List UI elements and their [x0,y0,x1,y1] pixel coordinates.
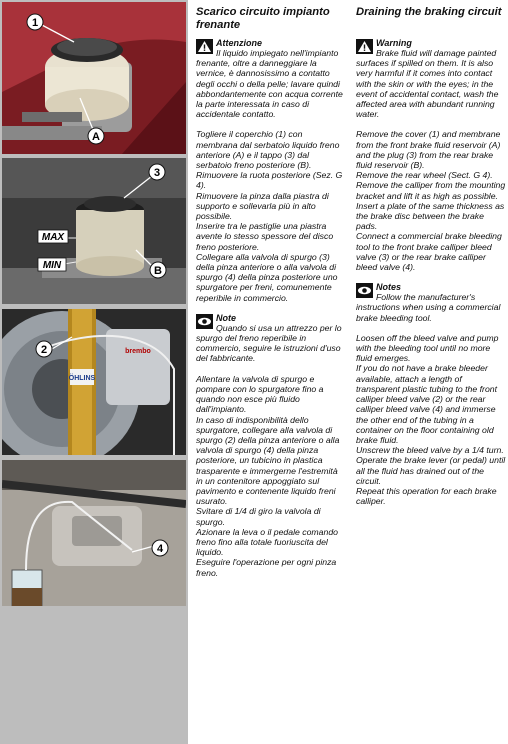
photo-front-reservoir [2,2,186,154]
english-step: Unscrew the bleed valve by a 1/4 turn. [356,445,504,456]
english-step: If you do not have a brake bleeder available, attach a length of transparent plastic tubing to the front calliper bleed valve (2) or the rear calliper bleed valve (4) and immerse the other end of the tubing in a container on the floor containing old brake fluid. [356,363,498,445]
italian-note [196,313,346,364]
italian-step: In caso di indisponibilità dello spurgatore, collegare alla valvola di spurgo (2) della pinza anteriore o alla valvola di spurgo (4) della pinza posteriore, un tubicino in plastica trasparente e immergerne l'estremità in un contenitore appoggiato sul pavimento e contenente liquido freni usurato. [196,414,340,507]
italian-step: Rimuovere la pinza dalla piastra di supporto e sollevarla più in alto possibile. [196,190,329,222]
label-min: MIN [42,260,62,271]
english-step: Operate the brake lever (or pedal) until all the fluid has drained out of the circuit. [356,455,506,486]
photo-front-caliper [2,309,186,455]
english-steps-2 [356,333,506,506]
label-max: MAX [41,232,65,243]
photo-rear-caliper [2,460,186,606]
italian-step: Eseguire l'operazione per ogni pinza freno. [196,557,337,578]
english-note-text: Follow the manufacturer's instructions when using a commercial brake bleeding tool. [356,292,501,323]
callout-2: 2 [40,344,48,356]
photo-rear-reservoir [2,158,186,304]
italian-step: Svitare di 1/4 di giro la valvola di spurgo. [196,506,321,527]
english-step: Insert a plate of the same thickness as the brake disc between the brake pads. [356,200,505,232]
italian-step: Inserire tra le pastiglie una piastra avente lo stesso spessore del disco freno posteriore. [196,221,334,252]
photo-column [0,0,188,744]
english-step: Loosen off the bleed valve and pump with the bleeding tool until no more fluid emerges. [356,332,499,364]
warning-triangle-icon [196,39,213,54]
label-fork-brand: ÖHLINS [68,375,96,382]
italian-title: Scarico circuito impianto frenante [196,6,330,31]
italian-step: Allentare la valvola di spurgo e pompare con lo spurgatore fino a quando non esce più fluido dall'impianto. [196,373,324,415]
english-warning-text: Brake fluid will damage painted surfaces if spilled on them. It is also very harmful if it comes into contact with the skin or with the eyes; in the event of accidental contact, wash the affected area with abundant running water. [356,48,499,120]
italian-warning [196,38,346,119]
english-step: Remove the rear wheel (Sect. G 4). [356,170,493,181]
italian-step: Azionare la leva o il pedale comando freno fino alla totale fuoriuscita del liquido. [196,526,338,558]
italian-column [196,6,346,578]
italian-steps-2 [196,374,346,578]
english-step: Connect a commercial brake bleeding tool to the front brake calliper bleed valve (3) or the rear brake calliper bleed valve (4). [356,231,502,273]
eye-icon [196,314,213,329]
callout-b: B [154,265,162,277]
english-note-title: Notes [376,282,402,293]
italian-step: Collegare alla valvola di spurgo (3) della pinza anteriore o alla valvola di spurgo (4) della pinza posteriore uno spurgatore per freni, comunemente reperibile in commercio. [196,251,338,303]
callout-3: 3 [153,167,161,179]
italian-note-title: Note [216,312,236,323]
italian-steps [196,129,346,302]
eye-icon [356,283,373,298]
english-step: Remove the cover (1) and membrane from the front brake fluid reservoir (A) and the plug (3) from the rear brake fluid reservoir (B). [356,129,501,171]
english-warning [356,38,506,119]
english-note [356,282,506,323]
warning-triangle-icon [356,39,373,54]
italian-step: Rimuovere la ruota posteriore (Sez. G 4). [196,170,343,191]
callout-a: A [92,131,100,143]
italian-warning-title: Attenzione [216,38,262,48]
english-steps [356,129,506,272]
callout-1: 1 [31,17,39,29]
english-step: Remove the calliper from the mounting bracket and lift it as high as possible. [356,180,506,201]
callout-4: 4 [156,543,164,555]
english-step: Repeat this operation for each brake calliper. [356,485,497,507]
english-warning-title: Warning [376,38,412,48]
italian-note-text: Quando si usa un attrezzo per lo spurgo del freno reperibile in commercio, seguire le istruzioni d'uso del fabbricante. [196,322,342,364]
italian-step: Togliere il coperchio (1) con membrana dal serbatoio liquido freno anteriore (A) e il tappo (3) dal serbatoio freno posteriore (B). [196,129,340,171]
label-caliper-brand: brembo [125,348,151,355]
english-title: Draining the braking circuit [356,6,502,18]
italian-warning-text: Il liquido impiegato nell'impianto frenante, oltre a danneggiare la vernice, è dannosissimo a contatto degli occhi o della pelle; lavare quindi abbondantemente con acqua corrente la parte interessata in caso di accidentale contatto. [196,48,343,120]
english-column [356,6,506,506]
